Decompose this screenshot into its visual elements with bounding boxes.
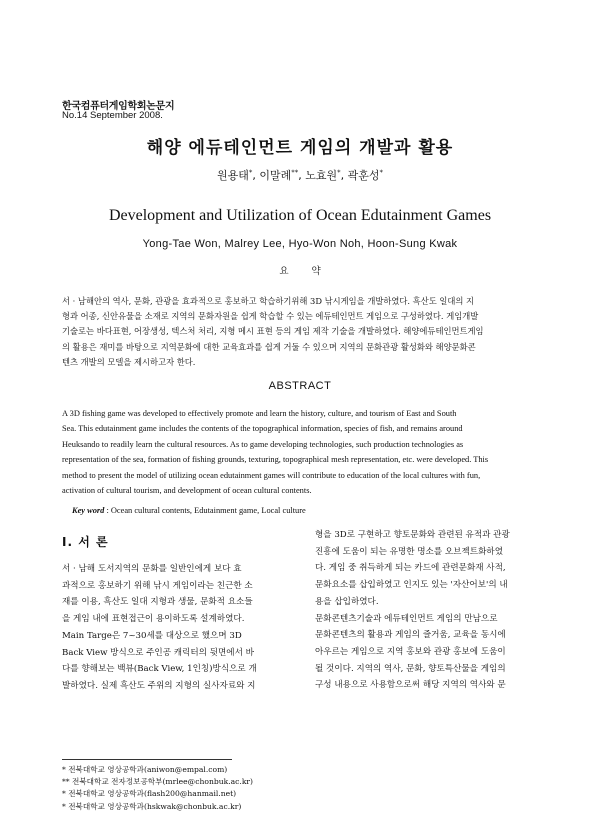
paper-title-english: Development and Utilization of Ocean Edutainment Games (108, 207, 492, 224)
abstract-english (62, 406, 540, 498)
body-right-column (315, 527, 545, 694)
footnotes (62, 764, 253, 813)
footnote: * 전북대학교 영상공학과(aniwon@empal.com) (62, 765, 228, 774)
footnote: * 전북대학교 영상공학과(flash200@hanmail.net) (62, 789, 237, 799)
body-line: 문화콘텐츠기술과 에듀테인먼트 게임의 만남으로 (315, 613, 498, 624)
body-line: 다를 향해보는 백뷰(Back View, 1인칭)방식으로 개 (62, 664, 257, 675)
body-line: 아우르는 게임으로 지역 홍보와 관광 홍보에 도움이 (315, 646, 506, 657)
body-line: 과적으로 홍보하기 위해 낚시 게임이라는 친근한 소 (62, 580, 253, 591)
abstract-korean (62, 294, 540, 370)
footnote: ** 전북대학교 전자정보공학부(mrlee@chonbuk.ac.kr) (62, 777, 254, 787)
body-line: 발하였다. 실제 흑산도 주위의 지형의 실사자료와 지 (62, 680, 256, 691)
affiliation-mark: ** (291, 168, 299, 177)
keyword-label: Key word (72, 506, 105, 515)
authors-english: Yong-Tae Won, Malrey Lee, Hyo-Won Noh, Hoon-Sung Kwak (142, 238, 458, 250)
body-line: 진흥에 도움이 되는 유명한 명소를 오브젝트화하였 (315, 546, 503, 557)
footnote-divider (62, 759, 232, 760)
abstract-english-line: Sea. This edutainment game includes the contents of the topographical information, species of fish, and remains around (62, 424, 463, 434)
author-name: 원용태 (216, 169, 249, 182)
body-line: 될 것이다. 지역의 역사, 문화, 향토특산물을 게임의 (315, 663, 506, 674)
abstract-korean-line: 의 활용은 재미를 바탕으로 지역문화에 대한 교육효과를 쉽게 거둘 수 있으며 지역의 문화관광 활성화와 해양문화콘 (62, 341, 476, 352)
abstract-english-line: activation of cultural tourism, and development of ocean cultural contents. (62, 486, 312, 496)
author-name: 곽훈성 (347, 169, 380, 182)
abstract-korean-line: 텐츠 개발의 모델을 제시하고자 한다. (62, 356, 196, 367)
abstract-english-line: method to present the model of utilizing ocean edutainment games will contribute to education of the local cultures with fun, (62, 470, 481, 480)
body-line: 구성 내용으로 사용함으로써 해당 지역의 역사와 문 (315, 680, 506, 691)
issue-info: No.14 September 2008. (62, 110, 163, 121)
authors-korean: 원용태*, 이말례**, 노효원*, 곽훈성* (216, 168, 384, 182)
abstract-english-line: representation of the sea, formation of fishing grounds, texturing, topographical mesh representation, etc. were developed. This (62, 455, 489, 465)
footnote: * 전북대학교 영상공학과(hskwak@chonbuk.ac.kr) (62, 801, 242, 811)
abstract-korean-line: 기술로는 바다표현, 어장생성, 텍스처 처리, 지형 메시 표현 등의 게임 제작 기술을 개발하였다. 해양에듀테인먼트게임 (62, 326, 484, 337)
body-line: 서 · 남해 도서지역의 문화를 일반인에게 보다 효 (62, 564, 242, 574)
body-line: 용을 삽입하였다. (315, 596, 379, 607)
author-name: 이말례 (259, 169, 292, 182)
affiliation-mark: * (248, 168, 253, 177)
body-line: 다. 게임 중 취득하게 되는 카드에 관련문화재 사적, (315, 563, 506, 574)
body-line: 을 게임 내에 표현접근이 용이하도록 설계하였다. (62, 614, 245, 625)
affiliation-mark: * (337, 168, 341, 177)
keywords (72, 506, 306, 515)
abstract-korean-heading: 요 약 (279, 266, 331, 277)
body-line: 문화요소를 삽입하였고 인지도 있는 '자산어보'의 내 (315, 580, 508, 591)
body-line: 문화콘텐츠의 활용과 게임의 즐거움, 교육을 동시에 (315, 630, 506, 641)
abstract-english-heading: ABSTRACT (268, 380, 332, 392)
abstract-korean-line: 서 · 남해안의 역사, 문화, 관광을 효과적으로 홍보하고 학습하기위해 3D 낚시게임을 개발하였다. 흑산도 일대의 지 (62, 296, 475, 306)
body-left-column (62, 561, 292, 695)
abstract-english-line: A 3D fishing game was developed to effectively promote and learn the history, culture, and tourism of East and South (62, 409, 457, 418)
body-line: Back View 방식으로 주인공 캐릭터의 뒷면에서 바 (62, 647, 254, 658)
abstract-english-line: Heuksando to readily learn the cultural resources. As to game developing technologies, such production technologies as (62, 439, 464, 449)
abstract-korean-line: 형과 어종, 신안유물을 소재로 지역의 문화자원을 쉽게 학습할 수 있는 에듀테인먼트 게임으로 구성하였다. 게임개발 (62, 311, 479, 322)
journal-name: 한국컴퓨터게임학회논문지 (62, 101, 175, 112)
affiliation-mark: * (379, 168, 384, 177)
section-heading-introduction: Ⅰ. 서 론 (62, 535, 109, 549)
paper-title-korean: 해양 에듀테인먼트 게임의 개발과 활용 (146, 138, 454, 158)
body-line: 재를 이용, 흑산도 일대 지형과 생물, 문화적 요소들 (62, 597, 253, 608)
author-name: 노효원 (305, 169, 338, 182)
body-line: Main Targe은 7~30세를 대상으로 했으며 3D (62, 630, 242, 641)
keyword-text: : Ocean cultural contents, Edutainment game, Local culture (104, 506, 306, 515)
body-line: 형을 3D로 구현하고 향토문화와 관련된 유적과 관광 (315, 530, 510, 540)
